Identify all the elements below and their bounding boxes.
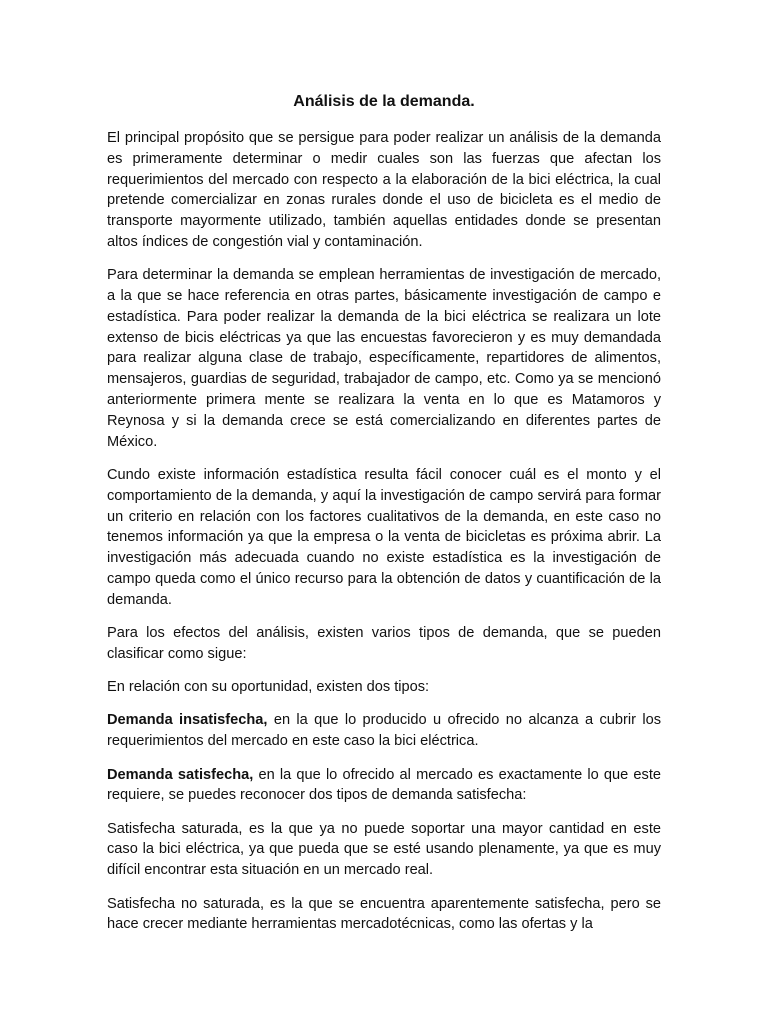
paragraph-satisfied-demand xyxy=(107,765,661,807)
term-satisfied-demand: Demanda satisfecha, xyxy=(107,766,254,783)
paragraph-unsaturated: Satisfecha no saturada, es la que se encuentra aparentemente satisfecha, pero se hace crecer mediante herramientas mercadotécnicas, como las ofertas y la xyxy=(107,895,661,933)
paragraph-opportunity: En relación con su oportunidad, existen dos tipos: xyxy=(107,679,430,696)
paragraph-purpose: El principal propósito que se persigue para poder realizar un análisis de la demanda es primeramente determinar o medir cuales son las fuerzas que afectan los requerimientos del mercado con respecto a la elaboración de la bici eléctrica, la cual pretende comercializar en zonas rurales donde el uso de bicicleta es el medio de transporte mayormente utilizado, también aquellas entidades donde se presentan altos índices de congestión vial y contaminación. xyxy=(107,130,661,250)
definition-unsatisfied-demand: en la que lo producido u ofrecido no alcanza a cubrir los requerimientos del mercado en este caso la bici eléctrica. xyxy=(107,712,661,750)
definition-satisfied-demand: en la que lo ofrecido al mercado es exactamente lo que este requiere, se puedes reconocer dos tipos de demanda satisfecha: xyxy=(107,766,661,804)
paragraph-types-intro: Para los efectos del análisis, existen varios tipos de demanda, que se pueden clasificar como sigue: xyxy=(107,625,661,662)
paragraph-saturated: Satisfecha saturada, es la que ya no puede soportar una mayor cantidad en este caso la bici eléctrica, ya que pueda que se esté usando plenamente, ya que es muy difícil encontrar esta situación en un mercado real. xyxy=(107,820,661,879)
document-page xyxy=(107,92,661,948)
paragraph-statistics: Cundo existe información estadística resulta fácil conocer cuál es el monto y el comportamiento de la demanda, y aquí la investigación de campo servirá para formar un criterio en relación con los factores cualitativos de la demanda, en este caso no tenemos información ya que la empresa o la venta de bicicletas es próxima abrir. La investigación más adecuada cuando no existe estadística es la investigación de campo queda como el único recurso para la obtención de datos y cuantificación de la demanda. xyxy=(107,466,661,608)
paragraph-unsatisfied-demand xyxy=(107,710,661,752)
term-unsatisfied-demand: Demanda insatisfecha, xyxy=(107,712,268,729)
paragraph-tools: Para determinar la demanda se emplean herramientas de investigación de mercado, a la que se hace referencia en otras partes, básicamente investigación de campo e estadística. Para poder realizar la demanda de la bici eléctrica se realizara un lote extenso de bicis eléctricas ya que las encuestas favorecieron y es muy demandada para realizar alguna clase de trabajo, específicamente, repartidores de alimentos, mensajeros, guardias de seguridad, trabajador de campo, etc. Como ya se mencionó anteriormente primera mente se realizara la venta en lo que es Matamoros y Reynosa y si la demanda crece se está comercializando en diferentes partes de México. xyxy=(107,267,661,450)
page-title: Análisis de la demanda. xyxy=(293,93,475,110)
